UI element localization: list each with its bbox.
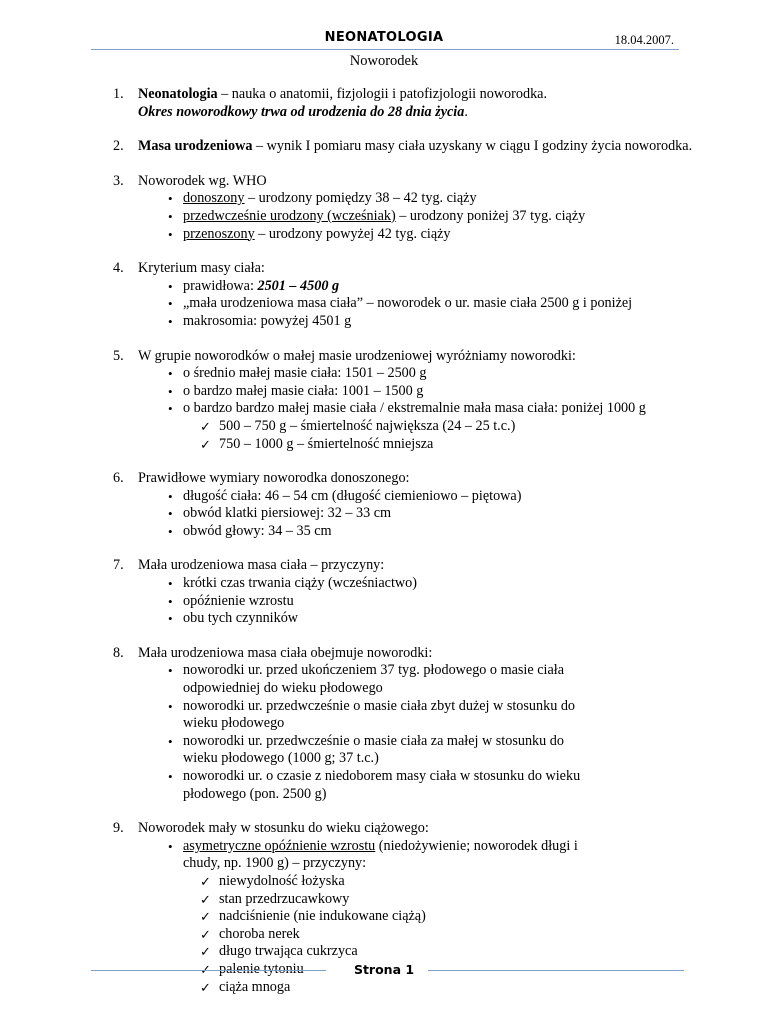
item-text: Mała urodzeniowa masa ciała – przyczyny: — [138, 557, 385, 574]
list-item — [113, 470, 693, 540]
item-text — [138, 138, 693, 156]
list-item — [113, 86, 693, 121]
bullet-item: • noworodki ur. przed ukończeniem 37 tyg. płodowego o masie ciała odpowiedniej do wieku płodowego — [138, 662, 598, 697]
bullet-item: • noworodki ur. przedwcześnie o masie ciała za małej w stosunku do wieku płodowego (1000 g; 37 t.c.) — [138, 733, 598, 768]
bullet-item — [138, 226, 693, 244]
check-text: nadciśnienie (nie indukowane ciążą) — [219, 908, 426, 925]
bullet-item: • o bardzo bardzo małej masie ciała / ekstremalnie mała masa ciała: poniżej 1000 g — [138, 400, 713, 418]
bullet-item: • obwód klatki piersiowej: 32 – 33 cm — [138, 505, 693, 523]
label: prawidłowa: — [183, 277, 258, 294]
note-text: Okres noworodkowy trwa od urodzenia do 28 dnia życia — [138, 103, 465, 120]
bullet-item: • opóźnienie wzrostu — [138, 593, 693, 611]
check-text: choroba nerek — [219, 925, 300, 942]
header-divider — [91, 49, 679, 50]
bullet-item: • noworodki ur. o czasie z niedoborem masy ciała w stosunku do wieku płodowego (pon. 2500 g) — [138, 768, 598, 803]
list-item — [113, 348, 693, 454]
check-item — [138, 943, 693, 961]
term: przedwcześnie urodzony (wcześniak) — [183, 207, 396, 224]
check-item — [138, 873, 693, 891]
item-text: Noworodek mały w stosunku do wieku ciążowego: — [138, 820, 429, 837]
check-item — [138, 436, 693, 454]
check-text: 750 – 1000 g – śmiertelność mniejsza — [219, 435, 434, 452]
page-number: Strona 1 — [353, 962, 415, 977]
bullet-item: • obu tych czynników — [138, 610, 693, 628]
bullet-item — [138, 838, 598, 873]
definition: (niedożywienie; noworodek długi i chudy, np. 1900 g) – przyczyny: — [183, 837, 578, 872]
definition: – urodzony poniżej 37 tyg. ciąży — [395, 207, 586, 224]
list-item — [113, 260, 693, 330]
list-item — [113, 557, 693, 627]
checkmark-icon: ✓ — [200, 418, 211, 434]
item-number: 2. — [113, 138, 124, 155]
item-number: 5. — [113, 347, 124, 364]
checkmark-icon: ✓ — [200, 873, 211, 889]
checkmark-icon: ✓ — [200, 436, 211, 452]
item-number: 1. — [113, 86, 124, 102]
item-number: 9. — [113, 820, 124, 837]
check-text: ciąża mnoga — [219, 978, 291, 995]
check-item — [138, 908, 693, 926]
item-text: Noworodek wg. WHO — [138, 172, 267, 189]
term: Neonatologia — [138, 86, 218, 102]
bullet-item — [138, 208, 693, 226]
check-text: 500 – 750 g – śmiertelność największa (24 – 25 t.c.) — [219, 417, 516, 434]
check-text: długo trwająca cukrzyca — [219, 943, 358, 960]
document-body — [113, 86, 693, 1013]
list-item — [113, 173, 693, 243]
value: 2501 – 4500 g — [257, 277, 340, 294]
document-subtitle: Noworodek — [349, 53, 419, 69]
term: Masa urodzeniowa — [138, 138, 253, 155]
check-text: stan przedrzucawkowy — [219, 890, 350, 907]
item-text: Prawidłowe wymiary noworodka donoszonego: — [138, 470, 410, 487]
item-number: 4. — [113, 260, 124, 277]
definition: – wynik I pomiaru masy ciała uzyskany w ciągu I godziny życia noworodka. — [252, 138, 693, 155]
definition: – urodzony pomiędzy 38 – 42 tyg. ciąży — [244, 190, 477, 207]
checkmark-icon: ✓ — [200, 909, 211, 925]
bullet-item: • obwód głowy: 34 – 35 cm — [138, 523, 693, 541]
list-item — [113, 138, 693, 156]
item-number: 7. — [113, 557, 124, 574]
definition: – urodzony powyżej 42 tyg. ciąży — [254, 225, 451, 242]
checkmark-icon: ✓ — [200, 944, 211, 960]
check-item — [138, 979, 693, 997]
term: donoszony — [183, 190, 245, 207]
definition: – nauka o anatomii, fizjologii i patofizjologii noworodka. — [217, 86, 548, 102]
item-text: Mała urodzeniowa masa ciała obejmuje noworodki: — [138, 644, 433, 661]
checkmark-icon: ✓ — [200, 926, 211, 942]
item-number: 3. — [113, 172, 124, 189]
check-text: niewydolność łożyska — [219, 872, 345, 889]
document-date: 18.04.2007. — [614, 33, 674, 47]
list-item — [113, 645, 693, 803]
item-number: 8. — [113, 644, 124, 661]
item-text — [138, 86, 693, 104]
bullet-item: • „mała urodzeniowa masa ciała” – noworodek o ur. masie ciała 2500 g i poniżej — [138, 295, 693, 313]
item-text: Kryterium masy ciała: — [138, 260, 265, 277]
bullet-item — [138, 190, 693, 208]
check-item — [138, 926, 693, 944]
bullet-item: • noworodki ur. przedwcześnie o masie ciała zbyt dużej w stosunku do wieku płodowego — [138, 698, 598, 733]
term: przenoszony — [183, 225, 255, 242]
bullet-item: • o średnio małej masie ciała: 1501 – 2500 g — [138, 365, 693, 383]
item-note: Okres noworodkowy trwa od urodzenia do 28 dnia życia. — [138, 103, 468, 120]
bullet-item: • długość ciała: 46 – 54 cm (długość ciemieniowo – piętowa) — [138, 488, 693, 506]
bullet-item: • o bardzo małej masie ciała: 1001 – 1500 g — [138, 383, 693, 401]
term: asymetryczne opóźnienie wzrostu — [183, 837, 376, 854]
bullet-item: • makrosomia: powyżej 4501 g — [138, 313, 693, 331]
checkmark-icon: ✓ — [200, 961, 211, 977]
bullet-item — [138, 278, 693, 296]
document-header-title: NEONATOLOGIA — [324, 30, 444, 45]
check-item — [138, 418, 693, 436]
checkmark-icon: ✓ — [200, 979, 211, 995]
item-number: 6. — [113, 470, 124, 487]
checkmark-icon: ✓ — [200, 891, 211, 907]
check-item — [138, 891, 693, 909]
item-text: W grupie noworodków o małej masie urodzeniowej wyróżniamy noworodki: — [138, 347, 576, 364]
bullet-item: • krótki czas trwania ciąży (wcześniactwo) — [138, 575, 693, 593]
check-text: palenie tytoniu — [219, 960, 304, 977]
